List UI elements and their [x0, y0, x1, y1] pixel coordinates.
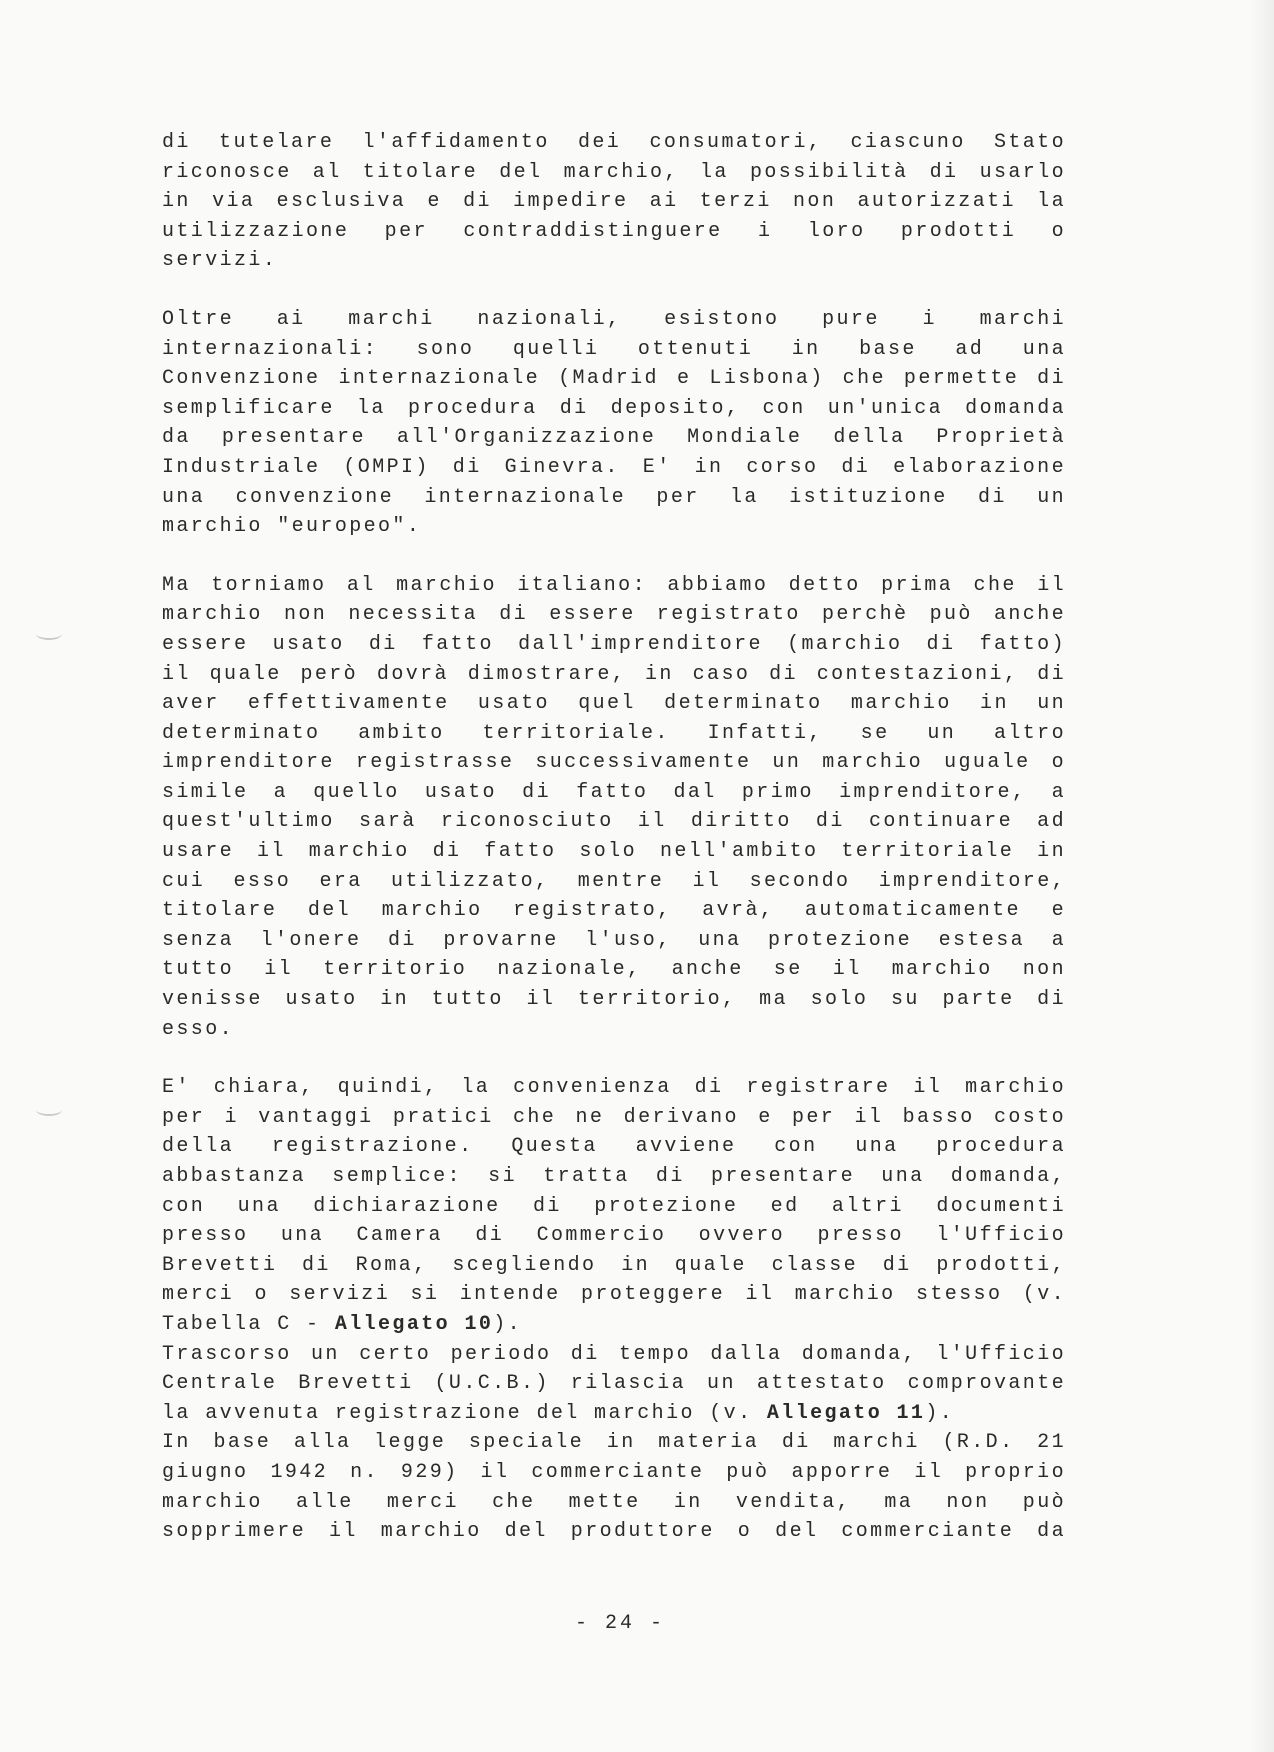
text-line: presso una Camera di Commercio ovvero presso l'Ufficio	[162, 1224, 1066, 1248]
text-line-with-reference	[162, 1399, 1066, 1429]
text-line-with-reference	[162, 1310, 1066, 1340]
text-line: utilizzazione per contraddistinguere i loro prodotti o	[162, 219, 1066, 243]
text-line: Ma torniamo al marchio italiano: abbiamo detto prima che il	[162, 573, 1066, 597]
text-line: della registrazione. Questa avviene con una procedura	[162, 1135, 1066, 1159]
attachment-reference: Allegato 10	[334, 1312, 494, 1336]
text-line: sopprimere il marchio del produttore o del commerciante da	[162, 1520, 1066, 1544]
paragraph-6	[162, 1428, 1066, 1546]
text-line: in via esclusiva e di impedire ai terzi non autorizzati la	[162, 190, 1066, 214]
text-line: con una dichiarazione di protezione ed altri documenti	[162, 1194, 1066, 1218]
text-line: di tutelare l'affidamento dei consumatori, ciascuno Stato	[162, 131, 1066, 154]
text-line: esso.	[162, 1017, 235, 1041]
text-line: Industriale (OMPI) di Ginevra. E' in corso di elaborazione	[162, 455, 1066, 479]
text-line: Brevetti di Roma, scegliendo in quale classe di prodotti,	[162, 1253, 1066, 1277]
page-number: - 24 -	[574, 1612, 665, 1635]
text-line: titolare del marchio registrato, avrà, automaticamente e	[162, 899, 1066, 923]
text-line: imprenditore registrasse successivamente un marchio uguale o	[162, 751, 1066, 775]
paragraph-5	[162, 1340, 1066, 1429]
text-line: riconosce al titolare del marchio, la possibilità di usarlo	[162, 160, 1066, 184]
text-line: In base alla legge speciale in materia di marchi (R.D. 21	[162, 1431, 1066, 1455]
text-line: Trascorso un certo periodo di tempo dalla domanda, l'Ufficio	[162, 1342, 1066, 1366]
text-line: per i vantaggi pratici che ne derivano e per il basso costo	[162, 1105, 1066, 1129]
paragraph-2	[162, 305, 1066, 542]
text-line: aver effettivamente usato quel determinato marchio in un	[162, 692, 1066, 716]
text-line: cui esso era utilizzato, mentre il secondo imprenditore,	[162, 869, 1066, 893]
text-line: quest'ultimo sarà riconosciuto il diritto di continuare ad	[162, 810, 1066, 834]
text-line: Convenzione internazionale (Madrid e Lisbona) che permette di	[162, 367, 1066, 391]
text-line: Oltre ai marchi nazionali, esistono pure i marchi	[162, 307, 1066, 331]
text-line: Centrale Brevetti (U.C.B.) rilascia un attestato comprovante	[162, 1372, 1066, 1396]
text-line: marchio "europeo".	[162, 515, 422, 539]
text-line: marchio non necessita di essere registrato perchè può anche	[162, 603, 1066, 627]
attachment-reference: Allegato 11	[766, 1401, 926, 1425]
body-text	[162, 128, 1066, 1547]
text-line: il quale però dovrà dimostrare, in caso di contestazioni, di	[162, 662, 1066, 686]
text-line: merci o servizi si intende proteggere il marchio stesso (v.	[162, 1283, 1066, 1307]
text-line: internazionali: sono quelli ottenuti in base ad una	[162, 337, 1066, 361]
paragraph-3	[162, 571, 1066, 1045]
text-segment: ).	[493, 1312, 523, 1336]
punch-hole-mark-bottom	[36, 1104, 62, 1116]
paragraph-4	[162, 1073, 1066, 1339]
text-line: una convenzione internazionale per la istituzione di un	[162, 485, 1066, 509]
text-line: servizi.	[162, 249, 278, 273]
text-segment: ).	[925, 1401, 955, 1425]
punch-hole-mark-top	[36, 628, 62, 640]
paragraph-1	[162, 128, 1066, 276]
text-segment: Tabella C -	[162, 1312, 335, 1336]
text-line: E' chiara, quindi, la convenienza di registrare il marchio	[162, 1076, 1066, 1100]
text-line: abbastanza semplice: si tratta di presentare una domanda,	[162, 1165, 1066, 1188]
text-segment: la avvenuta registrazione del marchio (v.	[162, 1401, 767, 1425]
text-line: simile a quello usato di fatto dal primo imprenditore, a	[162, 780, 1066, 804]
text-line: da presentare all'Organizzazione Mondiale della Proprietà	[162, 426, 1066, 450]
text-line: determinato ambito territoriale. Infatti, se un altro	[162, 721, 1066, 745]
text-line: senza l'onere di provarne l'uso, una protezione estesa a	[162, 928, 1066, 952]
text-line: semplificare la procedura di deposito, con un'unica domanda	[162, 396, 1066, 420]
page-edge-shadow	[1250, 0, 1274, 1752]
text-line: giugno 1942 n. 929) il commerciante può apporre il proprio	[162, 1460, 1066, 1484]
text-line: essere usato di fatto dall'imprenditore (marchio di fatto)	[162, 632, 1066, 656]
text-line: marchio alle merci che mette in vendita, ma non può	[162, 1490, 1066, 1514]
text-line: venisse usato in tutto il territorio, ma solo su parte di	[162, 988, 1066, 1012]
text-line: tutto il territorio nazionale, anche se il marchio non	[162, 958, 1066, 982]
text-line: usare il marchio di fatto solo nell'ambito territoriale in	[162, 840, 1066, 864]
